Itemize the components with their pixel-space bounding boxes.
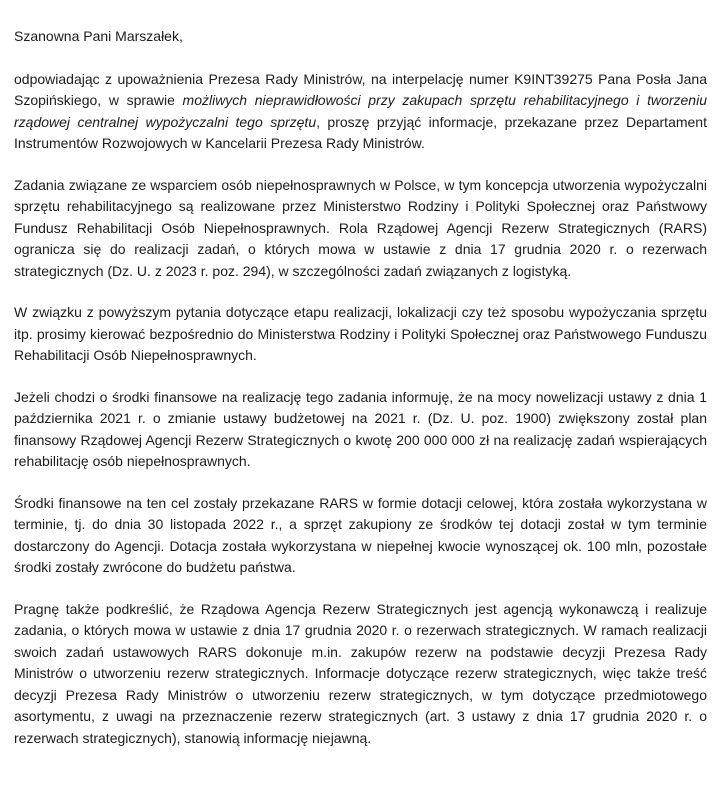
paragraph-redirect-questions: W związku z powyższym pytania dotyczące etapu realizacji, lokalizacji czy też sposobu wypożyczania sprzętu itp. prosimy kierować bezpośrednio do Ministerstwa Rodziny i Polityki Społecznej oraz Państwowego Funduszu Rehabilitacji Osób Niepełnosprawnych.	[14, 304, 707, 363]
intro-text-after: , proszę przyjąć informacje, przekazane przez Departament Instrumentów Rozwojowych w Kancelarii Prezesa Rady Ministrów.	[14, 113, 707, 151]
paragraph-grant-usage: Środki finansowe na ten cel zostały przekazane RARS w formie dotacji celowej, która została wykorzystana w terminie, tj. do dnia 30 listopada 2022 r., a sprzęt zakupiony ze środków tej dotacji został w tym terminie dostarczony do Agencji. Dotacja została wykorzystana w niepełnej kwocie wynoszącej ok. 100 mln, pozostałe środki zostały zwrócone do budżetu państwa.	[14, 494, 707, 575]
paragraph-tasks-responsibility: Zadania związane ze wsparciem osób niepełnosprawnych w Polsce, w tym koncepcja utworzenia wypożyczalni sprzętu rehabilitacyjnego są realizowane przez Ministerstwo Rodziny i Polityki Społecznej oraz Państwowy Fundusz Rehabilitacji Osób Niepełnosprawnych. Rola Rządowej Agencji Rezerw Strategicznych (RARS) ogranicza się do realizacji zadań, o których mowa w ustawie z dnia 17 grudnia 2020 r. o rezerwach strategicznych (Dz. U. z 2023 r. poz. 294), w szczególności zadań związanych z logistyką.	[14, 176, 707, 279]
paragraph-classified-info: Pragnę także podkreślić, że Rządowa Agencja Rezerw Strategicznych jest agencją wykonawczą i realizuje zadania, o których mowa w ustawie z dnia 17 grudnia 2020 r. o rezerwach strategicznych. W ramach realizacji swoich zadań ustawowych RARS dokonuje m.in. zakupów rezerw na podstawie decyzji Prezesa Rady Ministrów o utworzeniu rezerw strategicznych. Informacje dotyczące rezerw strategicznych, więc także treść decyzji Prezesa Rady Ministrów o utworzeniu rezerw strategicznych, w tym dotyczące przedmiotowego asortymentu, z uwagi na przeznaczenie rezerw strategicznych (art. 3 ustawy z dnia 17 grudnia 2020 r. o rezerwach strategicznych), stanowią informację niejawną.	[14, 600, 707, 746]
intro-text-italic-subject: możliwych nieprawidłowości przy zakupach sprzętu rehabilitacyjnego i tworzeniu rządowej centralnej wypożyczalni tego sprzętu	[14, 92, 707, 130]
salutation: Szanowna Pani Marszałek,	[14, 28, 183, 44]
paragraph-finances-budget: Jeżeli chodzi o środki finansowe na realizację tego zadania informuję, że na mocy nowelizacji ustawy z dnia 1 października 2021 r. o zmianie ustawy budżetowej na 2021 r. (Dz. U. poz. 1900) zwiększony został plan finansowy Rządowej Agencji Rezerw Strategicznych o kwotę 200 000 000 zł na realizację zadań wspierających rehabilitację osób niepełnosprawnych.	[14, 388, 707, 469]
intro-text-before: odpowiadając z upoważnienia Prezesa Rady Ministrów, na interpelację numer K9INT39275 Pana Posła Jana Szopińskiego, w sprawie	[14, 70, 707, 108]
paragraph-intro	[14, 69, 707, 155]
